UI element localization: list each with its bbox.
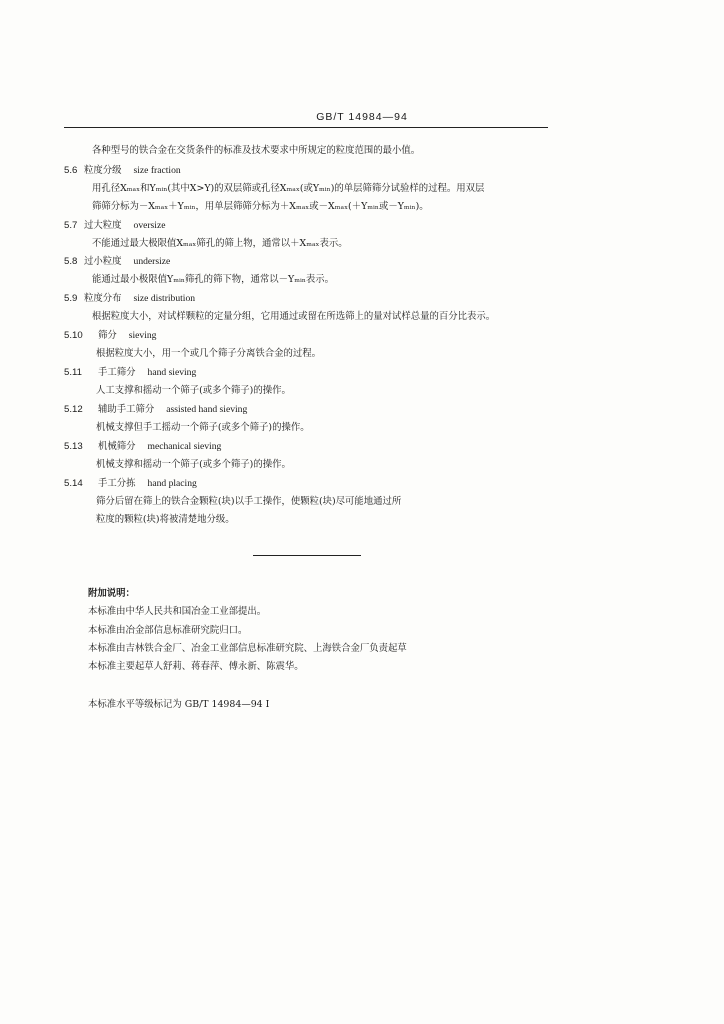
term-cn: 粒度分布 xyxy=(84,293,122,304)
section-number: 5.7 xyxy=(64,220,78,231)
term-cn: 手工分拣 xyxy=(98,478,136,489)
header-rule xyxy=(64,127,548,128)
section-number: 5.10 xyxy=(64,330,83,341)
notes-line: 本标准由中华人民共和国冶金工业部提出。 xyxy=(88,606,267,617)
term-cn: 手工筛分 xyxy=(98,367,136,378)
section-number: 5.11 xyxy=(64,367,82,378)
term-en: assisted hand sieving xyxy=(166,404,248,415)
grade-mark: 本标准水平等级标记为 GB/T 14984—94 I xyxy=(88,699,270,710)
section-text-line: 能通过最小极限值Yₘᵢₙ筛孔的筛下物，通常以－Yₘᵢₙ表示。 xyxy=(92,274,335,285)
section-text-line: 粒度的颗粒(块)将被清楚地分级。 xyxy=(96,514,235,525)
section-number: 5.14 xyxy=(64,478,83,489)
term-en: oversize xyxy=(133,220,166,231)
section-term xyxy=(84,256,170,268)
term-en: hand placing xyxy=(147,478,197,489)
term-en: undersize xyxy=(133,256,171,267)
notes-line: 本标准主要起草人舒莉、蒋春萍、傅永新、陈震华。 xyxy=(88,661,304,672)
section-number: 5.13 xyxy=(64,441,83,452)
term-cn: 粒度分级 xyxy=(84,165,122,176)
section-text-line: 机械支撑和摇动一个筛子(或多个筛子)的操作。 xyxy=(96,459,291,470)
section-term xyxy=(84,165,181,177)
intro-line: 各种型号的铁合金在交货条件的标准及技术要求中所规定的粒度范围的最小值。 xyxy=(92,145,421,156)
section-text-line: 不能通过最大极限值Xₘₐₓ筛孔的筛上物，通常以＋Xₘₐₓ表示。 xyxy=(92,238,348,249)
section-term xyxy=(84,293,195,305)
section-text-line: 根据粒度大小，对试样颗粒的定量分组，它用通过或留在所选筛上的量对试样总量的百分比表示。 xyxy=(92,311,496,322)
term-cn: 筛分 xyxy=(98,330,117,341)
notes-line: 本标准由冶金部信息标准研究院归口。 xyxy=(88,625,248,636)
section-text-line: 用孔径Xₘₐₓ和Yₘᵢₙ(其中X>Y)的双层筛或孔径Xₘₐₓ(或Yₘᵢₙ)的单层筛筛分试验样的过程。用双层 xyxy=(92,183,485,194)
section-number: 5.6 xyxy=(64,165,78,176)
section-number: 5.12 xyxy=(64,404,83,415)
section-text-line: 人工支撑和摇动一个筛子(或多个筛子)的操作。 xyxy=(96,385,291,396)
section-term xyxy=(98,404,247,416)
section-term xyxy=(98,330,156,342)
section-text-line: 筛分后留在筛上的铁合金颗粒(块)以手工操作，使颗粒(块)尽可能地通过所 xyxy=(96,496,402,507)
term-en: hand sieving xyxy=(147,367,197,378)
section-term xyxy=(98,441,221,453)
section-number: 5.8 xyxy=(64,256,78,267)
notes-heading: 附加说明： xyxy=(88,588,135,599)
section-number: 5.9 xyxy=(64,293,78,304)
term-cn: 机械筛分 xyxy=(98,441,136,452)
section-text-line: 根据粒度大小，用一个或几个筛子分离铁合金的过程。 xyxy=(96,348,322,359)
section-term xyxy=(98,367,196,379)
term-en: sieving xyxy=(128,330,157,341)
notes-line: 本标准由吉林铁合金厂、冶金工业部信息标准研究院、上海铁合金厂负责起草 xyxy=(88,643,407,654)
term-en: mechanical sieving xyxy=(147,441,222,452)
section-text-line: 机械支撑但手工摇动一个筛子(或多个筛子)的操作。 xyxy=(96,422,310,433)
term-en: size distribution xyxy=(133,293,196,304)
section-text-line: 筛筛分标为－Xₘₐₓ＋Yₘᵢₙ，用单层筛筛分标为＋Xₘₐₓ或－Xₘₐₓ(＋Yₘᵢₙ或－Yₘᵢₙ)。 xyxy=(92,201,429,212)
page-header-code: GB/T 14984—94 xyxy=(316,111,408,123)
section-term xyxy=(84,220,165,232)
term-cn: 辅助手工筛分 xyxy=(98,404,155,415)
term-cn: 过小粒度 xyxy=(84,256,122,267)
term-en: size fraction xyxy=(133,165,181,176)
section-term xyxy=(98,478,197,490)
end-rule xyxy=(253,555,361,556)
term-cn: 过大粒度 xyxy=(84,220,122,231)
